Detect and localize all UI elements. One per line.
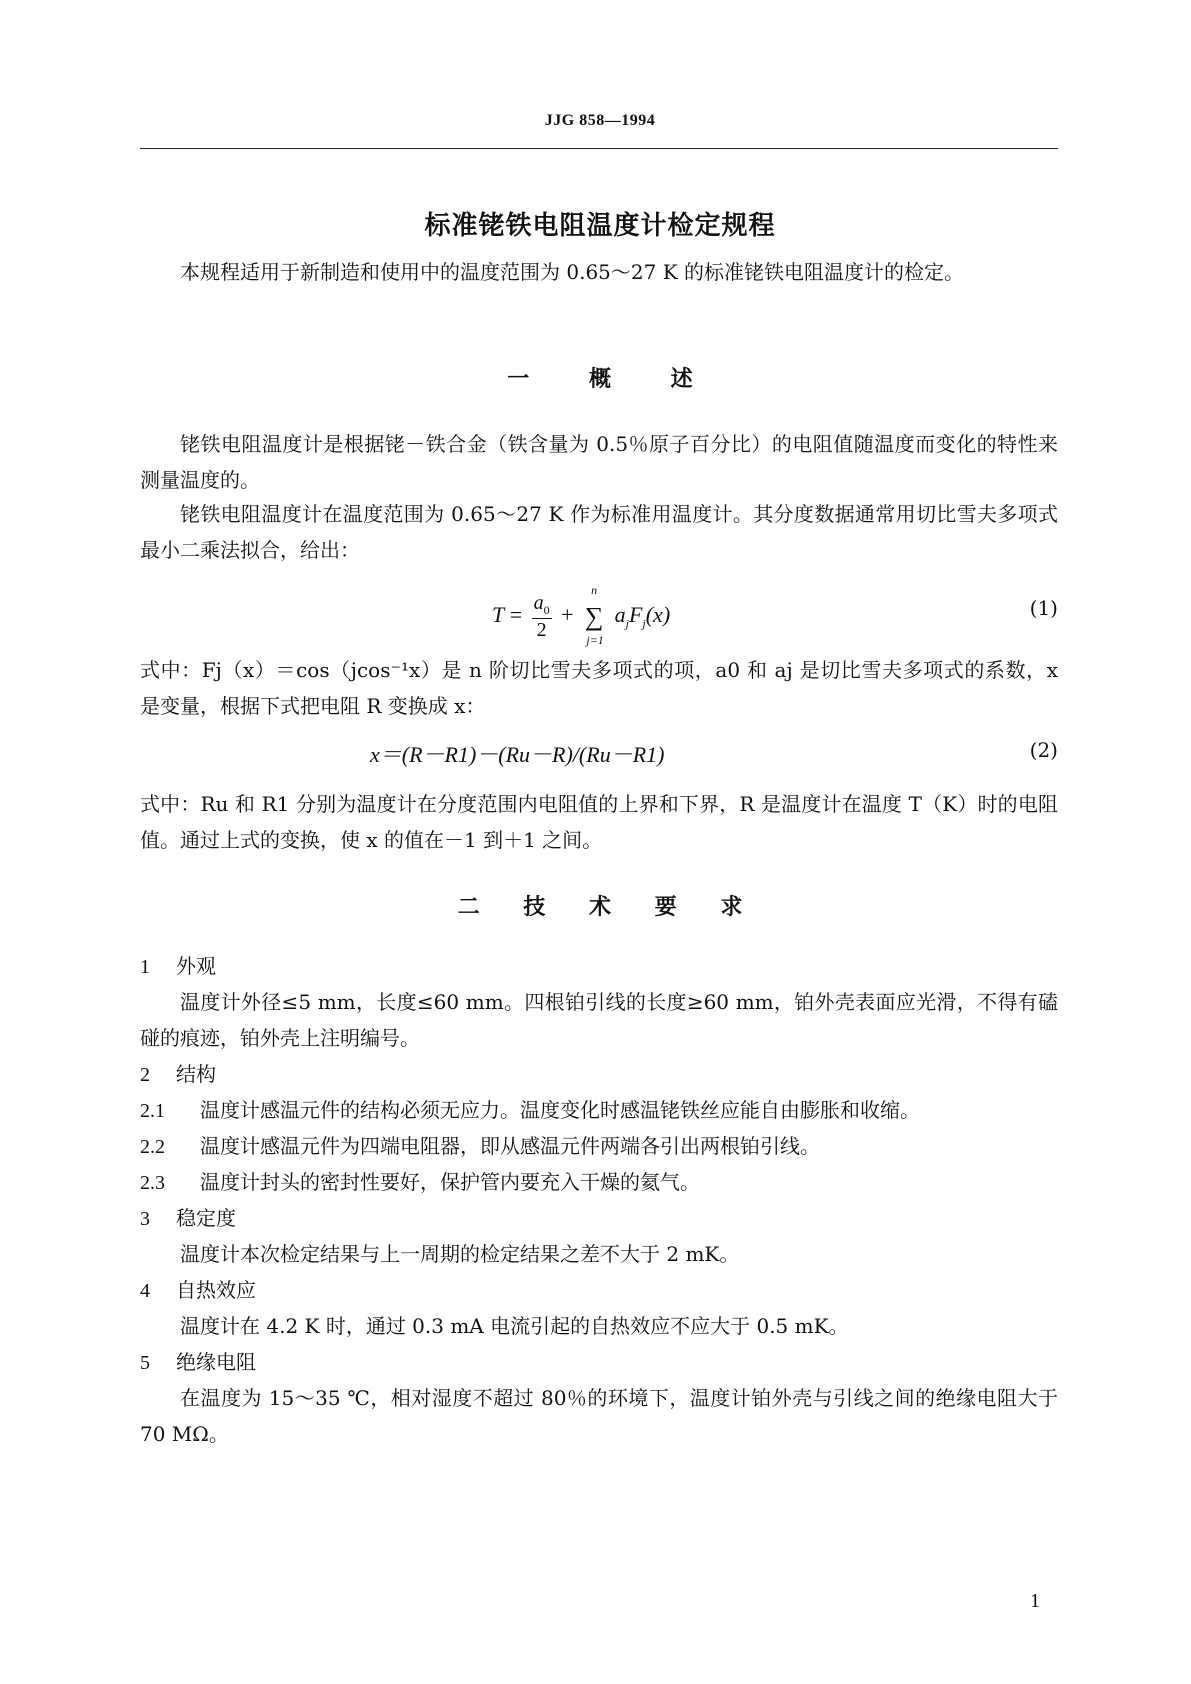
item-heading-insulation: 5 绝缘电阻	[140, 1350, 256, 1374]
sigma-symbol	[579, 583, 609, 647]
formula-2-explanation: 式中：Ru 和 R1 分别为温度计在分度范围内电阻值的上界和下界，R 是温度计在温度 T（K）时的电阻值。通过上式的变换，使 x 的值在－1 到＋1 之间。	[140, 792, 1058, 852]
document-title: 标准铑铁电阻温度计检定规程	[424, 211, 776, 241]
formula-2-expression: x＝(R－R1)－(Ru－R)/(Ru－R1)	[370, 742, 665, 767]
fraction-numerator-sub: 0	[543, 603, 550, 617]
formula-1-equals: =	[509, 602, 523, 628]
heading-char: 一	[507, 367, 530, 392]
section-heading-requirements	[140, 890, 1060, 921]
equation-number-2: (2)	[1029, 738, 1058, 762]
formula-1-arg: (x)	[645, 602, 671, 628]
formula-1-fraction	[532, 592, 552, 642]
section-heading-overview	[140, 362, 1060, 393]
page-number: 1	[1030, 1590, 1040, 1612]
heading-char: 术	[588, 895, 611, 920]
formula-1-coeff: a	[614, 602, 626, 628]
heading-char: 要	[654, 895, 677, 920]
item-heading-self-heating: 4 自热效应	[140, 1278, 256, 1302]
sigma-upper: n	[591, 583, 598, 597]
formula-1-func: F	[628, 602, 643, 628]
fraction-denominator: 2	[536, 619, 547, 641]
item-body-insulation: 在温度为 15～35 ℃，相对湿度不超过 80％的环境下，温度计铂外壳与引线之间的绝缘电阻大于 70 MΩ。	[140, 1386, 1058, 1446]
header-rule	[140, 148, 1058, 149]
item-heading-appearance: 1 外观	[140, 954, 216, 978]
formula-1-plus: +	[561, 602, 574, 628]
fraction-numerator: a	[533, 592, 544, 614]
sigma-lower: j=1	[586, 633, 604, 647]
item-heading-stability: 3 稳定度	[140, 1206, 236, 1230]
heading-char: 述	[670, 367, 693, 392]
heading-char: 概	[588, 367, 611, 392]
standard-code-header: JJG 858—1994	[544, 112, 656, 129]
item-body-stability: 温度计本次检定结果与上一周期的检定结果之差不大于 2 mK。	[180, 1242, 740, 1266]
intro-paragraph: 本规程适用于新制造和使用中的温度范围为 0.65～27 K 的标准铑铁电阻温度计的检定。	[180, 260, 964, 284]
item-body-self-heating: 温度计在 4.2 K 时，通过 0.3 mA 电流引起的自热效应不应大于 0.5 mK。	[180, 1314, 849, 1338]
item-heading-structure: 2 结构	[140, 1062, 216, 1086]
formula-1-lhs: T	[492, 602, 505, 628]
heading-char: 求	[720, 895, 743, 920]
formula-1-func-sub: j	[642, 616, 646, 631]
formula-1	[140, 582, 1058, 652]
sub-item-2-3: 2.3 温度计封头的密封性要好，保护管内要充入干燥的氦气。	[140, 1170, 700, 1194]
heading-char: 二	[457, 895, 480, 920]
sub-item-2-1: 2.1 温度计感温元件的结构必须无应力。温度变化时感温铑铁丝应能自由膨胀和收缩。	[140, 1098, 920, 1122]
sub-item-2-2: 2.2 温度计感温元件为四端电阻器，即从感温元件两端各引出两根铂引线。	[140, 1134, 820, 1158]
formula-1-coeff-sub: j	[625, 616, 629, 631]
overview-paragraph-2: 铑铁电阻温度计在温度范围为 0.65～27 K 作为标准用温度计。其分度数据通常用切比雪夫多项式最小二乘法拟合，给出：	[140, 502, 1058, 562]
item-body-appearance: 温度计外径≤5 mm，长度≤60 mm。四根铂引线的长度≥60 mm，铂外壳表面应光滑，不得有磕碰的痕迹，铂外壳上注明编号。	[140, 990, 1058, 1050]
sigma-glyph: ∑	[584, 602, 604, 631]
equation-number-1: (1)	[1029, 596, 1058, 620]
formula-2	[140, 736, 1058, 772]
overview-paragraph-1: 铑铁电阻温度计是根据铑－铁合金（铁含量为 0.5％原子百分比）的电阻值随温度而变化的特性来测量温度的。	[140, 432, 1058, 492]
heading-char: 技	[523, 895, 546, 920]
formula-1-explanation: 式中：Fj（x）＝cos（jcos⁻¹x）是 n 阶切比雪夫多项式的项，a0 和 aj 是切比雪夫多项式的系数，x 是变量，根据下式把电阻 R 变换成 x：	[140, 658, 1058, 718]
